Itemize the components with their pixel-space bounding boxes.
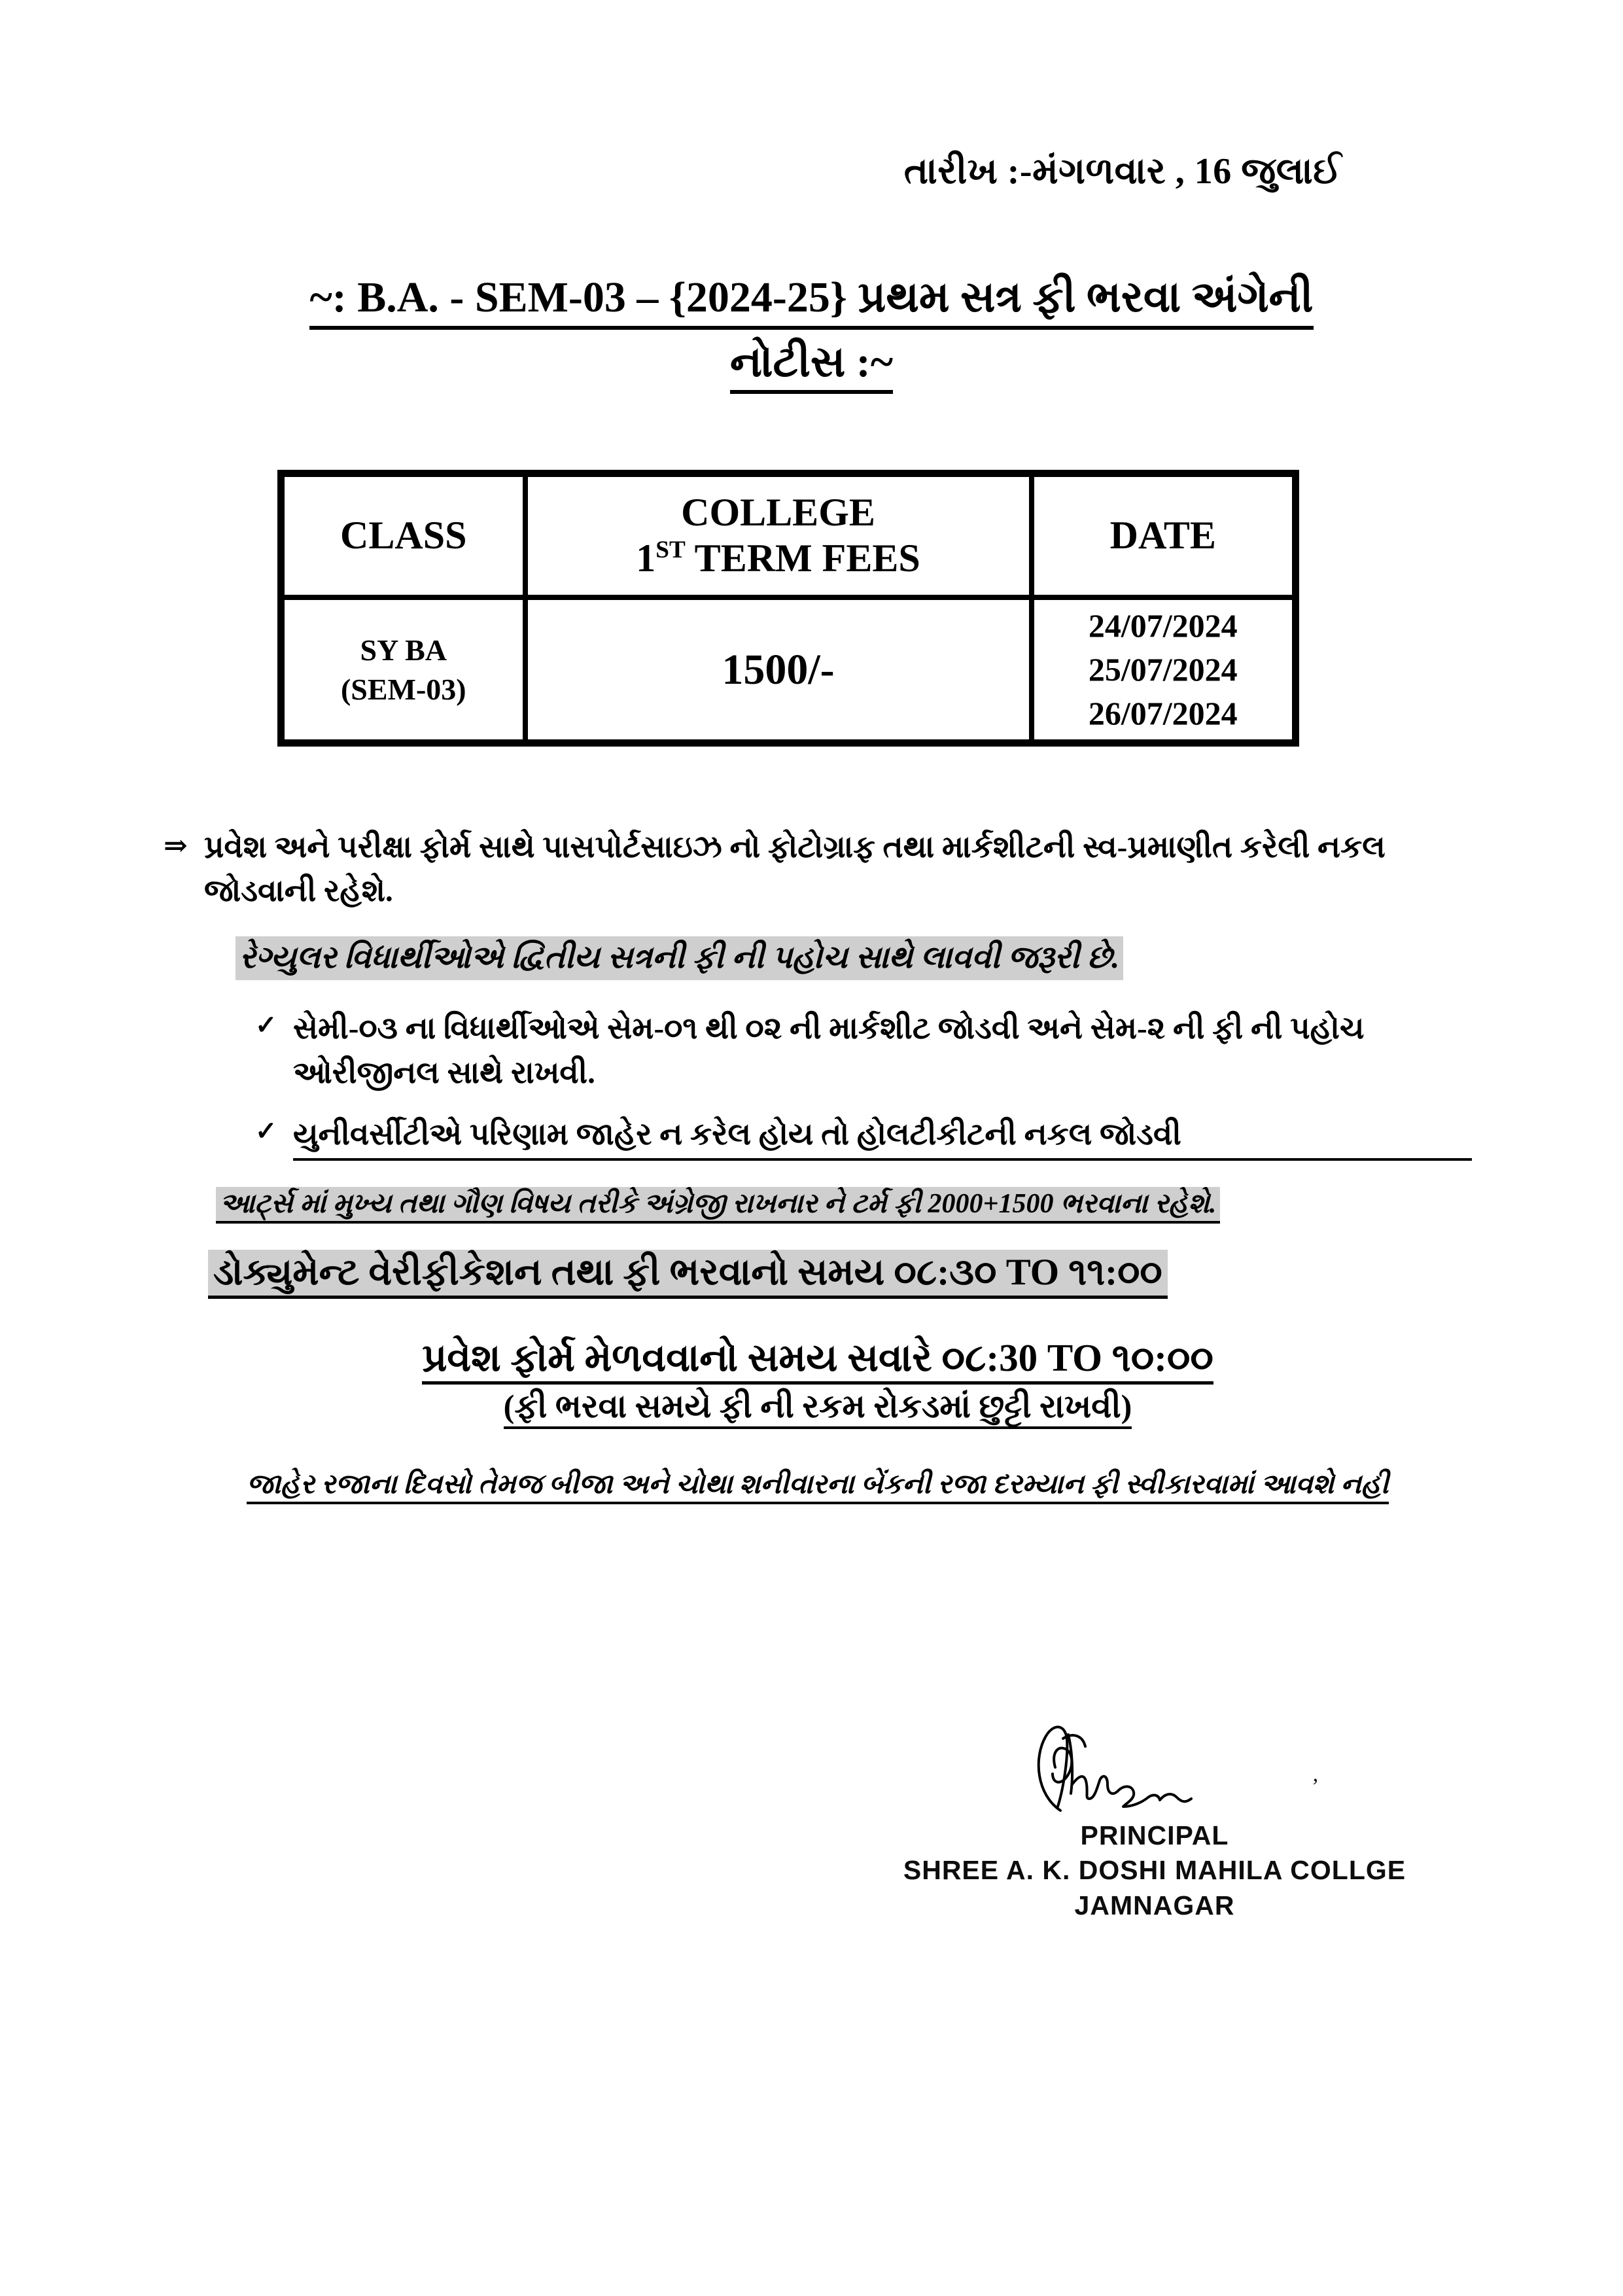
cash-note-row (164, 1387, 1472, 1426)
fees-ordinal-number: 1 (636, 537, 656, 580)
notice-check-list (255, 1006, 1472, 1161)
class-semester: (SEM-03) (340, 672, 466, 706)
highlight-row-2 (164, 1178, 1472, 1224)
table-header-date-label: DATE (1109, 514, 1216, 557)
notice-paren-line: (ફી ભરવા સમયે ફી ની રકમ રોકડમાં છુટ્ટી રાખવી) (504, 1388, 1132, 1429)
check-marker-icon: ✓ (255, 1010, 277, 1040)
arrow-marker-icon: ⇒ (164, 830, 188, 862)
table-header-fees-line2 (533, 536, 1024, 582)
list-item (255, 1112, 1472, 1161)
notice-arrow-item (164, 826, 1472, 913)
highlight-row-3 (164, 1224, 1472, 1299)
date-line: તારીખ :-મંગળવાર , 16 જુલાઈ (903, 151, 1342, 192)
table-header-class (282, 474, 525, 597)
notice-final-line: જાહેર રજાના દિવસો તેમજ બીજા અને ચોથા શનીવારના બેંકની રજા દરમ્યાન ફી સ્વીકારવામાં આવશે નહી (247, 1470, 1389, 1504)
fee-table (277, 470, 1299, 747)
fee-date-1: 24/07/2024 (1088, 607, 1238, 644)
form-timing-row (164, 1335, 1472, 1381)
page-title-line-1: ~: B.A. - SEM-03 – {2024-25} પ્રથમ સત્ર ફી ભરવા અંગેની (309, 272, 1313, 330)
notice-highlight-1: રેગ્યુલર વિધાર્થીઓએ દ્વિતીય સત્રની ફી ની પહોચ સાથે લાવવી જરૂરી છે. (236, 936, 1123, 980)
highlight-row-1 (164, 913, 1472, 980)
holiday-note-row (164, 1469, 1472, 1500)
table-cell-dates (1032, 597, 1295, 742)
fee-date-2: 25/07/2024 (1088, 651, 1238, 688)
fees-ordinal-suffix: ST (655, 537, 686, 563)
notice-content (164, 826, 1472, 1500)
notice-check-text-1: સેમી-૦૩ ના વિધાર્થીઓએ સેમ-૦૧ થી ૦૨ ની માર્કશીટ જોડવી અને સેમ-૨ ની ફી ની પહોચ ઓરીજીનલ સાથે રાખવી. (293, 1011, 1365, 1090)
table-header-row (282, 474, 1295, 597)
signature-block (886, 1711, 1423, 1923)
list-item (255, 1006, 1472, 1095)
notice-arrow-text: પ્રવેશ અને પરીક્ષા ફોર્મ સાથે પાસપોર્ટસાઇઝ નો ફોટોગ્રાફ તથા માર્કશીટની સ્વ-પ્રમાણીત કરેલી નકલ જોડવાની રહેશે. (204, 830, 1386, 908)
page-title (0, 272, 1623, 394)
signature-city: JAMNAGAR (1074, 1890, 1235, 1920)
table-row (282, 597, 1295, 742)
notice-highlight-2: આર્ટ્સ માં મુખ્ય તથા ગૌણ વિષય તરીકે અંગ્રેજી રાખનાર ને ટર્મ ફી 2000+1500 ભરવાના રહેશે. (216, 1187, 1220, 1224)
table-header-fees (525, 474, 1032, 597)
class-name: SY BA (360, 633, 447, 667)
table-cell-class (282, 597, 525, 742)
fee-date-3: 26/07/2024 (1088, 695, 1238, 732)
signature-mark (1017, 1711, 1292, 1822)
check-marker-icon: ✓ (255, 1116, 277, 1146)
fee-table-container (277, 470, 1299, 747)
signature-stamp (886, 1818, 1423, 1923)
table-header-class-label: CLASS (340, 514, 467, 557)
signature-institution: SHREE A. K. DOSHI MAHILA COLLGE (903, 1855, 1406, 1886)
table-header-date (1032, 474, 1295, 597)
table-header-fees-line1: COLLEGE (681, 491, 875, 535)
notice-highlight-3: ડોક્યુમેન્ટ વેરીફીકેશન તથા ફી ભરવાનો સમય ૦૮:૩૦ TO ૧૧:૦૦ (208, 1250, 1168, 1299)
notice-big-line: પ્રવેશ ફોર્મ મેળવવાનો સમય સવારે ૦૮:30 TO ૧૦:૦૦ (422, 1336, 1213, 1385)
table-cell-fees: 1500/- (525, 597, 1032, 742)
signature-title: PRINCIPAL (1080, 1820, 1229, 1850)
fees-term-label: TERM FEES (685, 537, 920, 580)
pen-tick-icon: ʼ (1312, 1775, 1319, 1799)
page-title-line-2: નોટીસ :~ (730, 336, 893, 395)
notice-check-text-2: યુનીવર્સીટીએ પરિણામ જાહેર ન કરેલ હોય તો હોલટીકીટની નકલ જોડવી (293, 1112, 1472, 1161)
